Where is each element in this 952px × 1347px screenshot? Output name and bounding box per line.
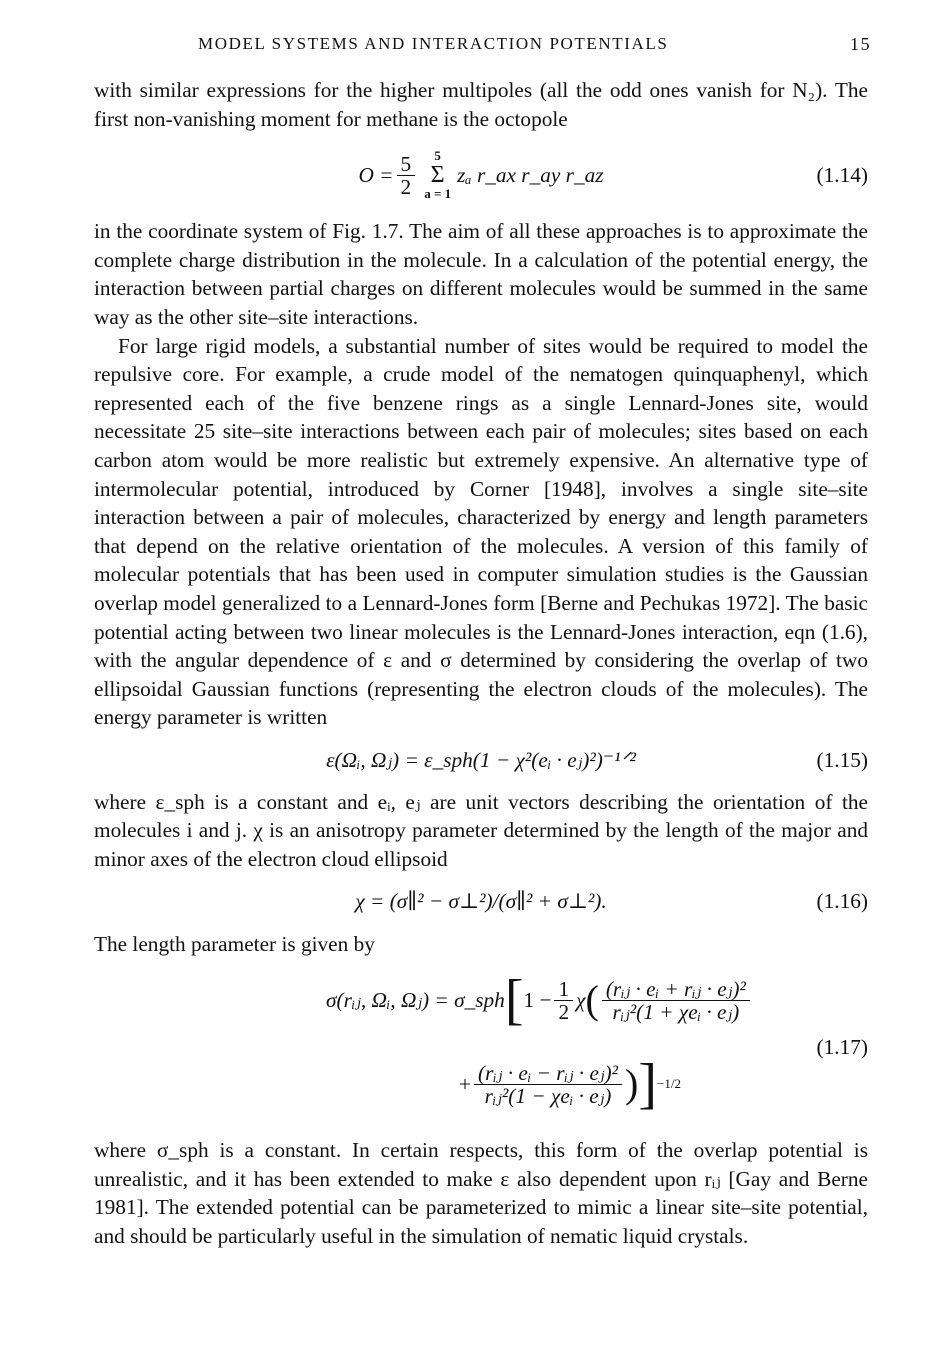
eq117-open-paren: ( [585, 977, 599, 1023]
eq117-close-bracket: ] [638, 1053, 657, 1116]
paragraph-6: where σ_sph is a constant. In certain respects, this form of the overlap potential is unrealistic, and it has been extended to make ε also dependent upon rᵢⱼ [Gay and Berne 1981]. The extended potential can be parameterized to mimic a linear site–site potential, and should be particularly useful in the simulation of nematic liquid crystals. [94, 1138, 868, 1249]
paragraph-3: For large rigid models, a substantial number of sites would be required to model the repulsive core. For example, a crude model of the nematogen quinquaphenyl, which represented each of the five benzene rings as a single Lennard-Jones site, would necessitate 25 site–site interactions between each pair of molecules; sites based on each carbon atom would be more realistic but extremely expensive. An alternative type of intermolecular potential, introduced by Corner [1948], involves a single site–site interaction between a pair of molecules, characterized by energy and length parameters that depend on the relative orientation of the molecules. A version of this family of molecular potentials that has been used in computer simulation studies is the Gaussian overlap model generalized to a Lennard-Jones form [Berne and Pechukas 1972]. The basic potential acting between two linear molecules is the Lennard-Jones interaction, eqn (1.6), with the angular dependence of ε and σ determined by considering the overlap of two ellipsoidal Gaussian functions (representing the electron clouds of the molecules). The energy parameter is written [94, 333, 868, 730]
eq117-term1-den: rᵢⱼ²(1 + χeᵢ · eⱼ) [612, 999, 740, 1024]
eq117-term2-num: (rᵢⱼ · eᵢ − rᵢⱼ · eⱼ)² [474, 1062, 622, 1085]
eq117-plus: + [459, 1071, 472, 1096]
eq117-row-1 [326, 969, 753, 1032]
eq117-half-num: 1 [554, 978, 573, 1001]
eq116-expression: χ = (σ∥² − σ⊥²)/(σ∥² + σ⊥²). [355, 889, 607, 914]
eq117-term2-den: rᵢⱼ²(1 − χeᵢ · eⱼ) [484, 1083, 612, 1108]
eq114-sum-upper: 5 [434, 148, 441, 164]
eq117-layout [171, 958, 791, 1136]
equation-1-17 [94, 958, 868, 1136]
eq117-number: (1.17) [816, 1034, 868, 1059]
equation-1-15 [94, 732, 868, 788]
eq114-body: zₐ r_ax r_ay r_az [457, 162, 604, 187]
eq115-expression: ε(Ωᵢ, Ωⱼ) = ε_sph(1 − χ²(eᵢ · eⱼ)²)⁻¹ᐟ² [326, 747, 636, 772]
eq117-half-den: 2 [558, 999, 570, 1024]
eq117-term-1 [602, 978, 750, 1023]
paragraph-2: in the coordinate system of Fig. 1.7. The aim of all these approaches is to approximate the complete charge distribution in the molecule. In a calculation of the potential energy, the interaction between partial charges on different molecules would be summed in the same way as the other site–site interactions. [94, 219, 868, 329]
paragraph-5: The length parameter is given by [94, 931, 375, 956]
eq114-sum-symbol: Σ [430, 162, 445, 189]
eq117-close-paren: ) [625, 1061, 639, 1107]
equation-1-16 [94, 874, 868, 930]
paragraph-4: where ε_sph is a constant and eᵢ, eⱼ are unit vectors describing the orientation of the molecules i and j. χ is an anisotropy parameter determined by the length of the major and minor axes of the electron cloud ellipsoid [94, 789, 868, 872]
eq117-chi: χ [576, 987, 586, 1012]
eq117-term-2 [474, 1062, 622, 1107]
eq117-open-bracket: [ [504, 969, 524, 1032]
paragraph-1: with similar expressions for the higher multipoles (all the odd ones vanish for N₂). The first non-vanishing moment for methane is the octopole [94, 78, 868, 131]
page-number: 15 [850, 34, 872, 54]
eq117-row-2 [459, 1053, 681, 1116]
eq114-number: (1.14) [816, 162, 868, 187]
eq114-fraction [397, 153, 416, 198]
eq114-lhs: O = [358, 162, 394, 187]
eq117-lhs: σ(rᵢⱼ, Ωᵢ, Ωⱼ) = σ_sph [326, 987, 505, 1012]
eq115-number: (1.15) [816, 747, 868, 772]
running-head [0, 34, 952, 58]
eq117-one-minus: 1 − [523, 987, 552, 1012]
eq117-half [554, 978, 573, 1023]
eq114-frac-num: 5 [397, 153, 416, 176]
equation-1-14 [94, 133, 868, 217]
body-text [94, 76, 868, 1251]
eq114-frac-den: 2 [400, 174, 412, 199]
eq116-number: (1.16) [816, 889, 868, 914]
running-title: MODEL SYSTEMS AND INTERACTION POTENTIALS [198, 34, 669, 53]
eq114-summation [424, 149, 451, 201]
eq117-exponent: −1/2 [657, 1075, 681, 1091]
eq114-sum-lower: a = 1 [424, 186, 452, 202]
eq117-term1-num: (rᵢⱼ · eᵢ + rᵢⱼ · eⱼ)² [602, 978, 750, 1001]
